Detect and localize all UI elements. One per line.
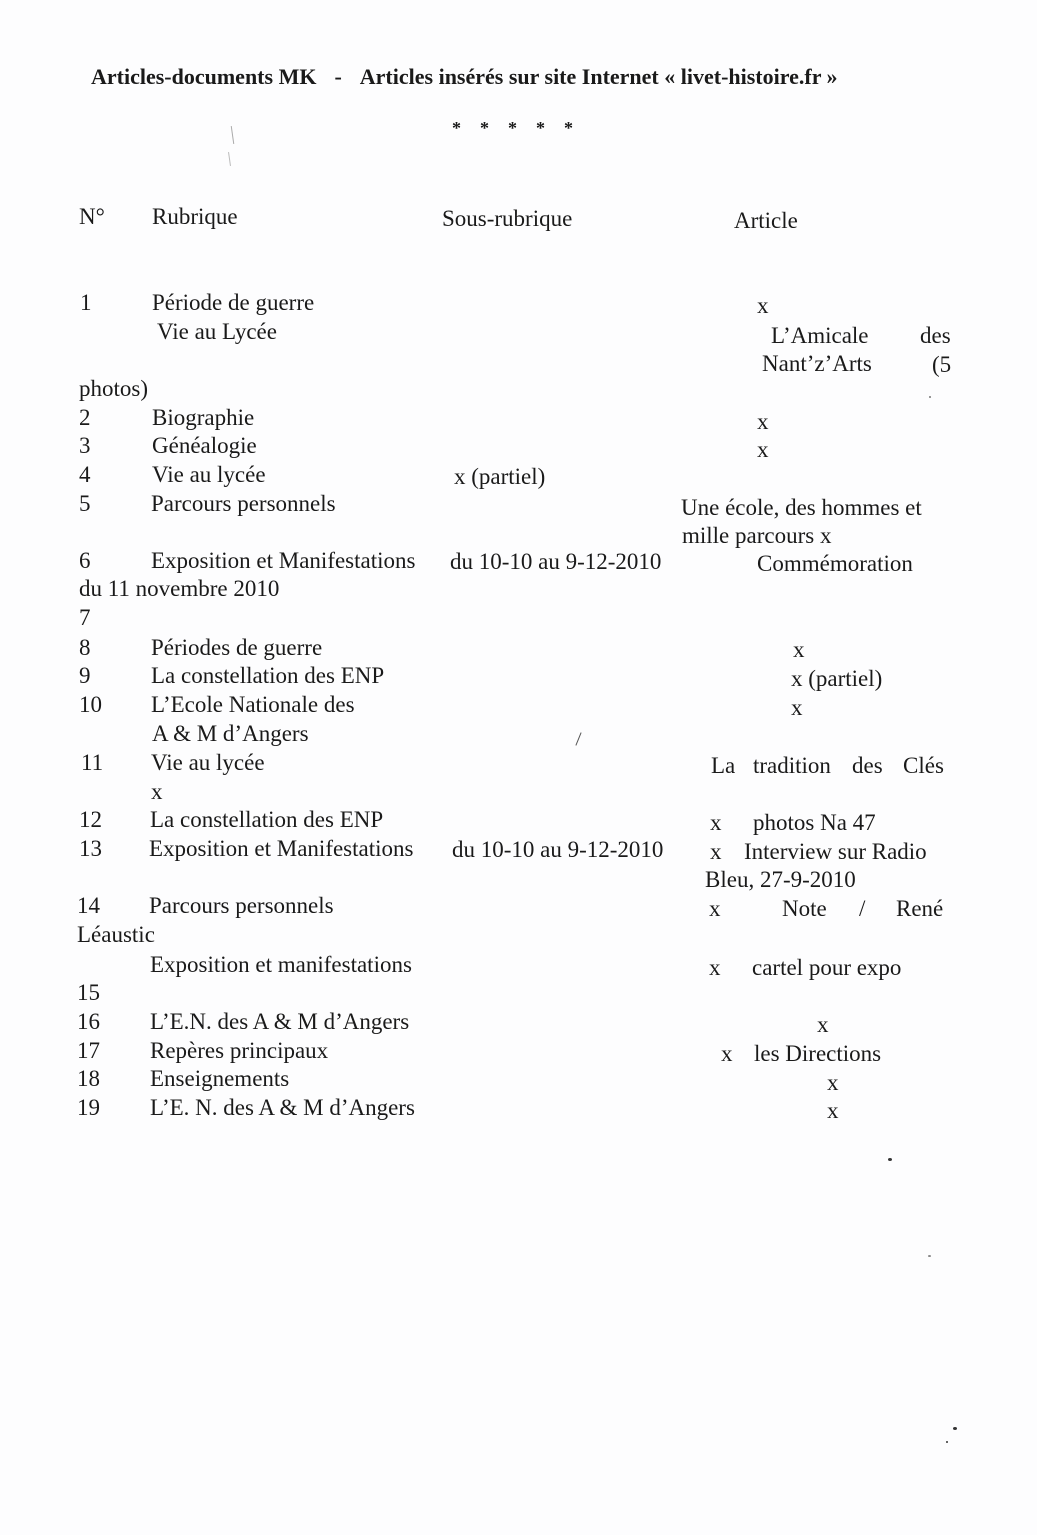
scan-speck xyxy=(946,1441,948,1443)
article-mark: x xyxy=(827,1098,839,1123)
row-number: 4 xyxy=(79,462,91,487)
row-number: 11 xyxy=(81,750,104,775)
row-number: 5 xyxy=(79,491,91,516)
row-number: 2 xyxy=(79,405,91,430)
header-sous-rubrique: Sous-rubrique xyxy=(442,206,573,231)
rubrique-text: L’Ecole Nationale des xyxy=(151,692,355,717)
article-text: photos Na 47 xyxy=(753,810,876,835)
scan-speck xyxy=(928,1255,931,1257)
row-number: 18 xyxy=(77,1066,100,1091)
article-mark: x xyxy=(710,839,722,864)
rubrique-text: A & M d’Angers xyxy=(152,721,309,746)
title-right: Articles insérés sur site Internet « livet-histoire.fr » xyxy=(359,64,838,89)
scan-mark xyxy=(231,126,234,144)
article-mark: x xyxy=(710,810,722,835)
rubrique-text: L’E.N. des A & M d’Angers xyxy=(150,1009,410,1034)
row-number: 19 xyxy=(77,1095,100,1120)
article-text: les Directions xyxy=(754,1041,882,1066)
title-left: Articles-documents MK xyxy=(91,64,317,89)
row-number: 3 xyxy=(79,433,91,458)
rubrique-text: La constellation des ENP xyxy=(151,663,385,688)
article-mark: x xyxy=(709,955,721,980)
scan-mark xyxy=(228,152,231,166)
rubrique-text: Période de guerre xyxy=(152,290,315,315)
article-text: des xyxy=(852,753,883,778)
wrapped-text: du 11 novembre 2010 xyxy=(79,576,280,601)
article-text: La xyxy=(711,753,736,778)
article-mark: x xyxy=(757,437,769,462)
rubrique-mark: x xyxy=(151,779,163,804)
article-mark: x xyxy=(709,896,721,921)
separator-stars: ***** xyxy=(452,118,592,138)
article-text: Interview sur Radio xyxy=(744,839,927,864)
row-number: 13 xyxy=(79,836,102,861)
sous-rubrique-text: du 10-10 au 9-12-2010 xyxy=(452,837,664,862)
article-mark: x xyxy=(793,637,805,662)
scan-mark xyxy=(575,732,581,745)
article-text: cartel pour expo xyxy=(752,955,902,980)
article-text: Note xyxy=(782,896,827,921)
row-number: 6 xyxy=(79,548,91,573)
header-number: N° xyxy=(79,204,105,229)
row-number: 15 xyxy=(77,980,100,1005)
rubrique-text: Vie au Lycée xyxy=(157,319,277,344)
article-text: L’Amicale xyxy=(771,323,869,348)
row-number: 16 xyxy=(77,1009,100,1034)
rubrique-text: Parcours personnels xyxy=(149,893,334,918)
row-number: 7 xyxy=(79,605,91,630)
scan-speck xyxy=(953,1427,957,1430)
header-article: Article xyxy=(734,208,798,233)
rubrique-text: Vie au lycée xyxy=(151,750,265,775)
wrapped-text: photos) xyxy=(79,376,148,401)
rubrique-text: L’E. N. des A & M d’Angers xyxy=(150,1095,415,1120)
article-text: Bleu, 27-9-2010 xyxy=(705,867,856,892)
rubrique-text: Vie au lycée xyxy=(152,462,266,487)
row-number: 1 xyxy=(80,290,92,315)
row-number: 9 xyxy=(79,663,91,688)
rubrique-text: Parcours personnels xyxy=(151,491,336,516)
rubrique-text: Exposition et manifestations xyxy=(150,952,412,977)
rubrique-text: Exposition et Manifestations xyxy=(149,836,414,861)
article-mark: x xyxy=(817,1012,829,1037)
scan-speck xyxy=(888,1158,892,1161)
article-mark: x xyxy=(721,1041,733,1066)
rubrique-text: La constellation des ENP xyxy=(150,807,384,832)
scan-speck xyxy=(929,396,931,398)
article-text: mille parcours x xyxy=(682,523,832,548)
article-text: Clés xyxy=(903,753,944,778)
rubrique-text: Périodes de guerre xyxy=(151,635,323,660)
document-title xyxy=(91,62,838,92)
article-mark: x xyxy=(791,695,803,720)
rubrique-text: Biographie xyxy=(152,405,255,430)
rubrique-text: Généalogie xyxy=(152,433,257,458)
article-text: Une école, des hommes et xyxy=(681,495,922,520)
row-number: 10 xyxy=(79,692,102,717)
wrapped-text: Léaustic xyxy=(77,922,155,947)
article-text: René xyxy=(896,896,944,921)
article-text: tradition xyxy=(753,753,831,778)
rubrique-text: Repères principaux xyxy=(150,1038,329,1063)
sous-rubrique-text: x (partiel) xyxy=(454,464,546,489)
article-mark: x xyxy=(757,409,769,434)
header-rubrique: Rubrique xyxy=(152,204,238,229)
rubrique-text: Exposition et Manifestations xyxy=(151,548,416,573)
article-text: (5 xyxy=(932,352,952,377)
row-number: 14 xyxy=(77,893,100,918)
row-number: 17 xyxy=(77,1038,100,1063)
sous-rubrique-text: du 10-10 au 9-12-2010 xyxy=(450,549,662,574)
rubrique-text: Enseignements xyxy=(150,1066,290,1091)
article-text: des xyxy=(920,323,951,348)
article-text: x (partiel) xyxy=(791,666,883,691)
article-mark: x xyxy=(757,293,769,318)
article-mark: x xyxy=(827,1070,839,1095)
title-separator: - xyxy=(334,64,342,89)
article-text: Commémoration xyxy=(757,551,913,576)
article-text: / xyxy=(859,896,866,921)
row-number: 12 xyxy=(79,807,102,832)
article-text: Nant’z’Arts xyxy=(762,351,872,376)
row-number: 8 xyxy=(79,635,91,660)
